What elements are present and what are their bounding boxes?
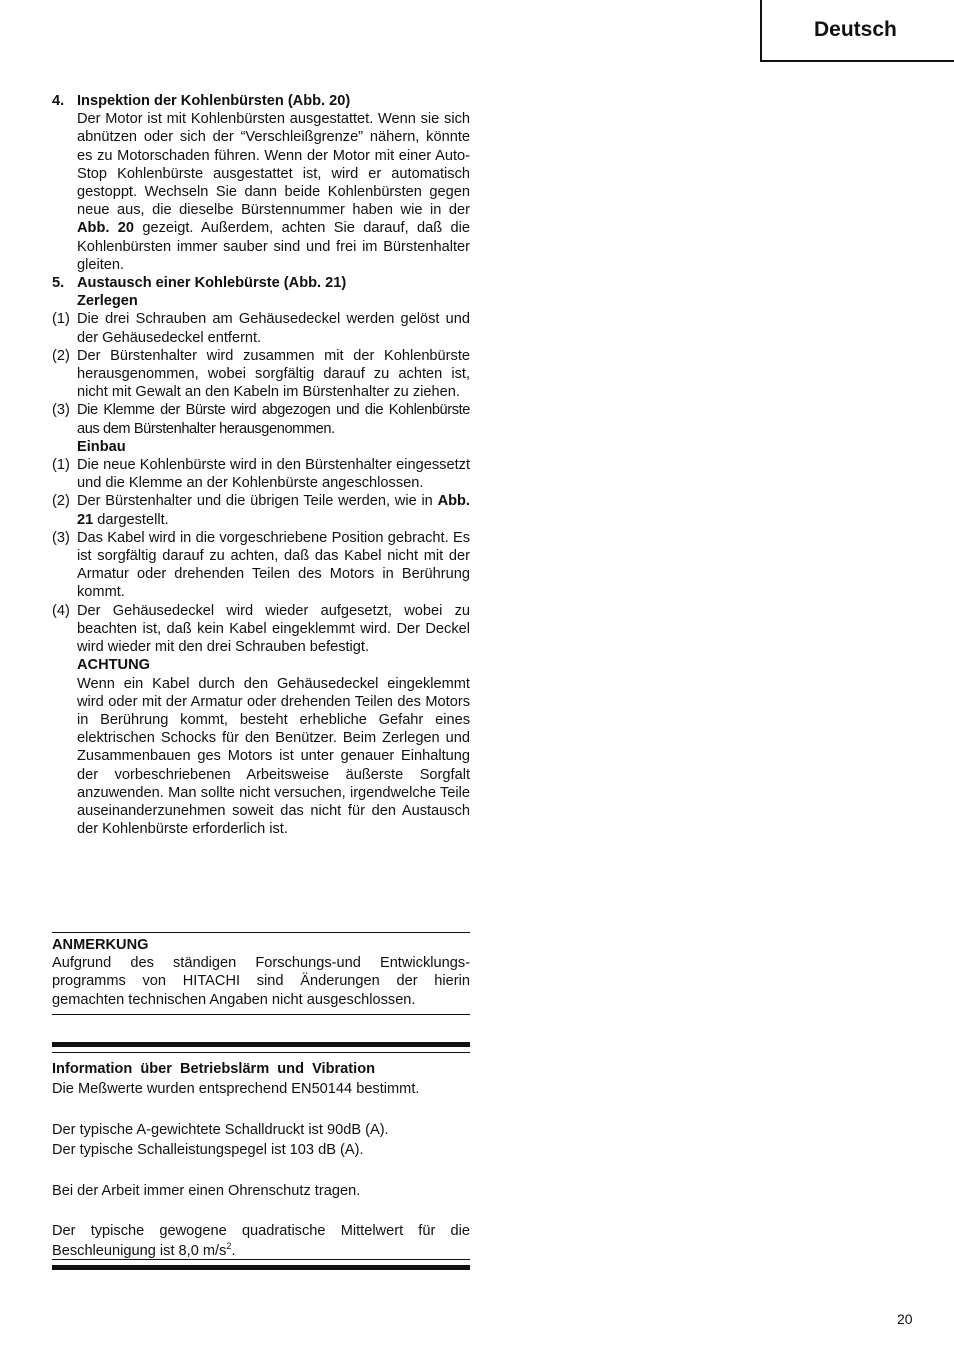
caution-heading: ACHTUNG (77, 657, 150, 674)
section-4-heading (52, 92, 470, 110)
main-column (52, 92, 470, 838)
item-text: Die neue Kohlenbürste wird in den Bürstenhalter eingessetzt und die Klemme an der Kohlenbürste angeschlossen. (77, 457, 470, 492)
divider-thick (52, 1042, 470, 1047)
item-text-part: Der Bürstenhalter und die übrigen Teile werden, wie in (77, 493, 433, 510)
list-item (52, 456, 470, 492)
list-item (52, 492, 470, 528)
list-item (52, 602, 470, 657)
info-line: Der typische Schalleistungspegel ist 103 dB (A). (52, 1142, 364, 1159)
divider-thick (52, 1265, 470, 1270)
info-line: Der typische A-gewichtete Schalldruckt ist 90dB (A). (52, 1121, 389, 1138)
note-heading: ANMERKUNG (52, 937, 149, 953)
info-text: Der typische gewogene quadratische Mittelwert für die Beschleunigung ist 8,0 m/s (52, 1223, 470, 1260)
info-line: Die Meßwerte wurden entsprechend EN50144 bestimmt. (52, 1081, 420, 1098)
section-4-body (52, 110, 470, 274)
caution-text: Wenn ein Kabel durch den Gehäusedeckel eingeklemmt wird oder mit der Armatur oder drehenden Teilen des Motors in Berührung kommt, besteht erhebliche Gefahr eines elektrischen Schocks für den Benützer. Beim Zerlegen und Zusammenbauen ges Motors ist unter genauer Einhaltung der vorbeschriebenen Arbeitsweise äußerste Sorgfalt anzuwenden. Man sollte nicht versuchen, irgendwelche Teile auseinanderzunehmen soweit das nicht für den Austausch der Kohlenbürste erforderlich ist. (77, 675, 470, 838)
item-text: Der Gehäusedeckel wird wieder aufgesetzt, wobei zu beachten ist, daß kein Kabel eingeklemmt wird. Der Deckel wird wieder mit den drei Schrauben befestigt. (77, 602, 470, 656)
item-text: Der Bürstenhalter wird zusammen mit der Kohlenbürste herausgenommen, wobei sorgfältig darauf zu achten ist, nicht mit Gewalt an den Kabeln im Bürstenhalter zu ziehen. (77, 347, 470, 401)
divider-thin (52, 1052, 470, 1053)
item-number: (3) (52, 529, 70, 546)
language-tab (760, 0, 954, 62)
section-number: 4. (52, 93, 65, 109)
language-label: Deutsch (814, 18, 897, 41)
list-item (52, 401, 470, 437)
superscript: 2 (226, 1241, 232, 1252)
item-number: (4) (52, 602, 70, 619)
body-text: gezeigt. Außerdem, achten Sie darauf, daß die Kohlenbürsten immer sauber sind und frei im Bürstenhalter gleiten. (77, 220, 470, 273)
item-text: Das Kabel wird in die vorgeschriebene Position gebracht. Es ist sorgfältig darauf zu achten, daß das Kabel nicht mit der Armatur oder drehenden Teilen des Motors in Berührung kommt. (77, 529, 470, 601)
section-title: Austausch einer Kohlebürste (Abb. 21) (77, 275, 347, 292)
list-item (52, 529, 470, 602)
body-text: Der Motor ist mit Kohlenbürsten ausgestattet. Wenn sie sich abnützen oder sich der “Verschleißgrenze” nähern, könnte es zu Motorschaden führen. Wenn der Motor mit einer Auto-Stop Kohlenbürste ausgestattet ist, wird er automatisch gestoppt. Wechseln Sie dann beide Kohlenbürsten gegen neue aus, die dieselbe Bürstennummer haben wie in der (77, 111, 470, 219)
list-item (52, 310, 470, 346)
section-title: Inspektion der Kohlenbürsten (Abb. 20) (77, 93, 351, 109)
item-number: (1) (52, 457, 70, 474)
list-item (52, 347, 470, 402)
info-line-acceleration (52, 1221, 470, 1262)
item-number: (1) (52, 311, 70, 328)
item-text-part: dargestellt. (97, 511, 169, 528)
noise-vibration-info (52, 1059, 470, 1262)
info-heading: Information über Betriebslärm und Vibration (52, 1061, 376, 1077)
item-text: Die drei Schrauben am Gehäusedeckel werden gelöst und der Gehäusedeckel entfernt. (77, 311, 470, 346)
info-line: Bei der Arbeit immer einen Ohrenschutz tragen. (52, 1182, 361, 1199)
item-number: (2) (52, 347, 70, 364)
divider-thin (52, 1259, 470, 1260)
page-number: 20 (897, 1311, 913, 1327)
figure-reference: Abb. 21 (77, 493, 470, 528)
item-number: (2) (52, 493, 70, 510)
figure-reference: Abb. 20 (77, 220, 135, 237)
item-text: Die Klemme der Bürste wird abgezogen und die Kohlenbürste aus dem Bürstenhalter herausgenommen. (77, 402, 470, 437)
item-text (77, 492, 470, 528)
subheading-disassembly: Zerlegen (77, 293, 138, 310)
section-number: 5. (52, 275, 65, 292)
info-text: . (231, 1243, 236, 1260)
note-box (52, 932, 470, 1015)
section-5-heading (52, 274, 470, 292)
note-text: Aufgrund des ständigen Forschungs-und Entwicklungs-programms von HITACHI sind Änderungen der hierin gemachten technischen Angaben nicht ausgeschlossen. (52, 955, 470, 1008)
item-number: (3) (52, 402, 70, 419)
subheading-assembly: Einbau (77, 438, 126, 455)
